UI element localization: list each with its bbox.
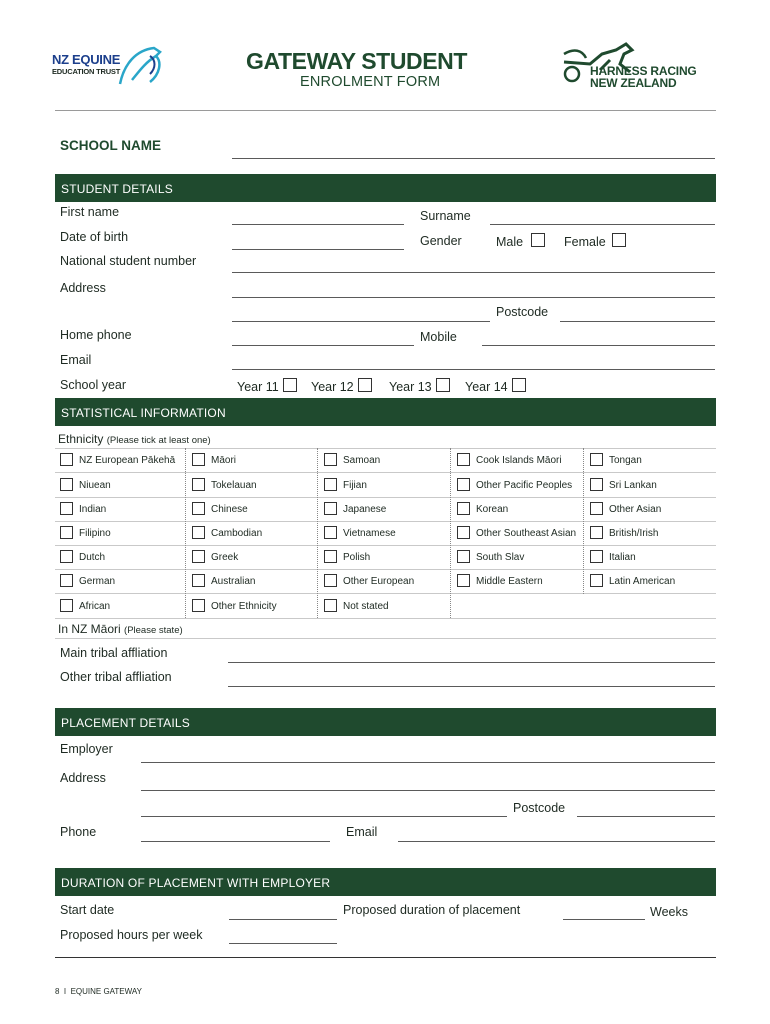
ethnicity-option-label: British/Irish <box>609 528 659 539</box>
ethnicity-option[interactable] <box>187 497 318 521</box>
ethnicity-checkbox[interactable] <box>590 453 603 466</box>
placement-address-field-1[interactable] <box>141 790 715 791</box>
ethnicity-option-label: African <box>79 601 111 612</box>
ethnicity-option[interactable] <box>55 569 186 593</box>
main-tribal-field[interactable] <box>228 662 715 663</box>
ethnicity-option[interactable] <box>55 545 186 569</box>
logo-right-line2: NEW ZEALAND <box>590 76 677 90</box>
ethnicity-checkbox[interactable] <box>457 453 470 466</box>
maori-label <box>58 622 183 636</box>
ethnicity-option-label: German <box>79 576 116 587</box>
grid-top-divider <box>55 448 716 449</box>
ethnicity-label <box>58 432 211 446</box>
ethnicity-option[interactable] <box>187 473 318 497</box>
other-tribal-label: Other tribal affliation <box>60 670 172 684</box>
ethnicity-checkbox[interactable] <box>324 478 337 491</box>
ethnicity-option[interactable] <box>319 521 450 545</box>
ethnicity-checkbox[interactable] <box>60 502 73 515</box>
ethnicity-option[interactable] <box>319 497 450 521</box>
ethnicity-option[interactable] <box>585 569 716 593</box>
ethnicity-option[interactable] <box>452 473 583 497</box>
ethnicity-option-label: Filipino <box>79 528 111 539</box>
first-name-label: First name <box>60 205 120 219</box>
placement-postcode-label: Postcode <box>513 801 566 815</box>
ethnicity-option-label: Other Southeast Asian <box>476 528 577 539</box>
ethnicity-option-label: Other European <box>343 576 415 587</box>
ethnicity-option[interactable] <box>585 545 716 569</box>
ethnicity-option[interactable] <box>452 545 583 569</box>
placement-details-heading: PLACEMENT DETAILS <box>55 708 716 736</box>
year-13-checkbox[interactable] <box>436 378 450 392</box>
ethnicity-checkbox[interactable] <box>457 550 470 563</box>
ethnicity-option[interactable] <box>585 473 716 497</box>
ethnicity-grid <box>55 448 716 620</box>
ethnicity-option-label: NZ European Pākehā <box>79 455 176 466</box>
grid-column-divider <box>317 448 318 618</box>
year-14-option[interactable] <box>465 378 526 394</box>
postcode-label: Postcode <box>496 305 549 319</box>
female-option[interactable] <box>564 233 626 249</box>
ethnicity-checkbox[interactable] <box>60 453 73 466</box>
ethnicity-checkbox[interactable] <box>590 574 603 587</box>
ethnicity-checkbox[interactable] <box>192 478 205 491</box>
ethnicity-option[interactable] <box>452 497 583 521</box>
address-label: Address <box>60 281 106 295</box>
ethnicity-option-label: Other Asian <box>609 504 662 515</box>
ethnicity-checkbox[interactable] <box>590 550 603 563</box>
ethnicity-option[interactable] <box>187 569 318 593</box>
ethnicity-option[interactable] <box>55 473 186 497</box>
school-name-field[interactable] <box>232 158 715 159</box>
ethnicity-option[interactable] <box>319 473 450 497</box>
home-phone-label: Home phone <box>60 328 132 342</box>
male-label: Male <box>496 235 524 249</box>
ethnicity-checkbox[interactable] <box>192 599 205 612</box>
home-phone-field[interactable] <box>232 345 414 346</box>
ethnicity-option-label: Fijian <box>343 480 367 491</box>
year-13-label: Year 13 <box>389 380 432 394</box>
ethnicity-checkbox[interactable] <box>60 550 73 563</box>
year-14-checkbox[interactable] <box>512 378 526 392</box>
ethnicity-checkbox[interactable] <box>192 526 205 539</box>
ethnicity-option[interactable] <box>585 497 716 521</box>
ethnicity-checkbox[interactable] <box>192 453 205 466</box>
statistical-info-heading: STATISTICAL INFORMATION <box>55 398 716 426</box>
placement-email-label: Email <box>346 825 378 839</box>
grid-row-divider <box>55 618 716 619</box>
ethnicity-option[interactable] <box>55 448 186 472</box>
harness-racing-logo <box>560 40 720 92</box>
ethnicity-option[interactable] <box>452 521 583 545</box>
ethnicity-checkbox[interactable] <box>60 599 73 612</box>
ethnicity-option-label: Samoan <box>343 455 381 466</box>
female-label: Female <box>564 235 606 249</box>
ethnicity-checkbox[interactable] <box>590 502 603 515</box>
ethnicity-option[interactable] <box>319 594 450 618</box>
male-checkbox[interactable] <box>531 233 545 247</box>
header-divider <box>55 110 716 111</box>
ethnicity-checkbox[interactable] <box>590 478 603 491</box>
ethnicity-option-label: Māori <box>211 455 237 466</box>
ethnicity-option[interactable] <box>55 521 186 545</box>
year-11-label: Year 11 <box>237 380 279 394</box>
ethnicity-checkbox[interactable] <box>457 526 470 539</box>
placement-postcode-field[interactable] <box>577 816 715 817</box>
ethnicity-option-label: Other Ethnicity <box>211 601 277 612</box>
ethnicity-option-label: Not stated <box>343 601 389 612</box>
logo-right-line1: HARNESS RACING <box>590 64 697 78</box>
ethnicity-checkbox[interactable] <box>457 574 470 587</box>
ethnicity-checkbox[interactable] <box>457 478 470 491</box>
ethnicity-option[interactable] <box>187 521 318 545</box>
ethnicity-option-label: Latin American <box>609 576 676 587</box>
ethnicity-option[interactable] <box>585 521 716 545</box>
ethnicity-option-label: Korean <box>476 504 509 515</box>
ethnicity-checkbox[interactable] <box>324 453 337 466</box>
ethnicity-option[interactable] <box>55 594 186 618</box>
hours-field[interactable] <box>229 943 337 944</box>
year-11-option[interactable] <box>237 378 297 394</box>
ethnicity-checkbox[interactable] <box>60 478 73 491</box>
ethnicity-option[interactable] <box>452 569 583 593</box>
duration-heading: DURATION OF PLACEMENT WITH EMPLOYER <box>55 868 716 896</box>
nsn-label: National student number <box>60 254 197 268</box>
ethnicity-option-label: Chinese <box>211 504 248 515</box>
hours-label: Proposed hours per week <box>60 928 203 942</box>
form-subtitle: ENROLMENT FORM <box>300 74 441 90</box>
placement-email-field[interactable] <box>398 841 715 842</box>
ethnicity-option[interactable] <box>55 497 186 521</box>
form-title: GATEWAY STUDENT <box>246 48 468 74</box>
ethnicity-option-label: Cambodian <box>211 528 263 539</box>
horse-head-icon <box>110 44 170 92</box>
ethnicity-option[interactable] <box>585 448 716 472</box>
ethnicity-checkbox[interactable] <box>324 599 337 612</box>
grid-column-divider <box>450 448 451 618</box>
mobile-field[interactable] <box>482 345 715 346</box>
ethnicity-checkbox[interactable] <box>324 574 337 587</box>
maori-title: In NZ Māori <box>58 622 121 636</box>
ethnicity-checkbox[interactable] <box>192 502 205 515</box>
weeks-label: Weeks <box>650 905 688 919</box>
ethnicity-checkbox[interactable] <box>60 526 73 539</box>
placement-address-label: Address <box>60 771 106 785</box>
ethnicity-note: (Please tick at least one) <box>106 435 211 446</box>
ethnicity-option-label: Dutch <box>79 552 106 563</box>
placement-address-field-2[interactable] <box>141 816 507 817</box>
ethnicity-option-label: South Slav <box>476 552 525 563</box>
mobile-label: Mobile <box>420 330 457 344</box>
email-field[interactable] <box>232 369 715 370</box>
ethnicity-checkbox[interactable] <box>457 502 470 515</box>
placement-phone-field[interactable] <box>141 841 330 842</box>
logo-left-line2: EDUCATION TRUST <box>52 67 121 76</box>
ethnicity-option-label: Middle Eastern <box>476 576 543 587</box>
ethnicity-option-label: Other Pacific Peoples <box>476 480 573 491</box>
ethnicity-option-label: Greek <box>211 552 239 563</box>
surname-field[interactable] <box>490 224 715 225</box>
grid-column-divider <box>583 448 584 594</box>
ethnicity-option-label: Niuean <box>79 480 111 491</box>
ethnicity-checkbox[interactable] <box>324 550 337 563</box>
bottom-divider <box>55 957 716 958</box>
logo-left-line1: NZ EQUINE <box>52 52 121 67</box>
ethnicity-checkbox[interactable] <box>192 550 205 563</box>
ethnicity-checkbox[interactable] <box>324 526 337 539</box>
ethnicity-option-label: Tokelauan <box>211 480 257 491</box>
proposed-duration-label: Proposed duration of placement <box>343 903 521 917</box>
address-field-2[interactable] <box>232 321 490 322</box>
dob-label: Date of birth <box>60 230 129 244</box>
ethnicity-option[interactable] <box>187 448 318 472</box>
ethnicity-title: Ethnicity <box>58 432 104 446</box>
ethnicity-option-label: Australian <box>211 576 256 587</box>
ethnicity-option-label: Sri Lankan <box>609 480 657 491</box>
ethnicity-option[interactable] <box>452 448 583 472</box>
female-checkbox[interactable] <box>612 233 626 247</box>
grid-column-divider <box>185 448 186 618</box>
first-name-field[interactable] <box>232 224 404 225</box>
ethnicity-option[interactable] <box>187 545 318 569</box>
student-details-heading: STUDENT DETAILS <box>55 174 716 202</box>
main-tribal-label: Main tribal affliation <box>60 646 168 660</box>
maori-note: (Please state) <box>124 625 183 636</box>
ethnicity-option[interactable] <box>319 448 450 472</box>
email-label: Email <box>60 353 92 367</box>
year-12-option[interactable] <box>311 378 372 394</box>
year-13-option[interactable] <box>389 378 450 394</box>
maori-divider <box>55 638 716 639</box>
start-date-field[interactable] <box>229 919 337 920</box>
proposed-duration-field[interactable] <box>563 919 645 920</box>
ethnicity-option[interactable] <box>187 594 318 618</box>
ethnicity-checkbox[interactable] <box>590 526 603 539</box>
postcode-field[interactable] <box>560 321 715 322</box>
year-11-checkbox[interactable] <box>283 378 297 392</box>
address-field-1[interactable] <box>232 297 715 298</box>
male-option[interactable] <box>496 233 545 249</box>
employer-field[interactable] <box>141 762 715 763</box>
ethnicity-checkbox[interactable] <box>192 574 205 587</box>
school-year-label: School year <box>60 378 127 392</box>
dob-field[interactable] <box>232 249 404 250</box>
school-name-label: SCHOOL NAME <box>60 138 162 153</box>
ethnicity-option[interactable] <box>319 545 450 569</box>
ethnicity-option-label: Italian <box>609 552 636 563</box>
employer-label: Employer <box>60 742 113 756</box>
year-12-checkbox[interactable] <box>358 378 372 392</box>
surname-label: Surname <box>420 209 471 223</box>
nz-equine-logo <box>52 44 162 94</box>
year-14-label: Year 14 <box>465 380 508 394</box>
placement-phone-label: Phone <box>60 825 97 839</box>
nsn-field[interactable] <box>232 272 715 273</box>
year-12-label: Year 12 <box>311 380 354 394</box>
ethnicity-option[interactable] <box>319 569 450 593</box>
ethnicity-option-label: Tongan <box>609 455 642 466</box>
footer-text: 8 I EQUINE GATEWAY <box>55 987 142 996</box>
start-date-label: Start date <box>60 903 115 917</box>
ethnicity-option-label: Cook Islands Māori <box>476 455 562 466</box>
ethnicity-option-label: Vietnamese <box>343 528 396 539</box>
other-tribal-field[interactable] <box>228 686 715 687</box>
ethnicity-option-label: Indian <box>79 504 107 515</box>
ethnicity-option-label: Polish <box>343 552 371 563</box>
ethnicity-checkbox[interactable] <box>60 574 73 587</box>
gender-label: Gender <box>420 234 462 248</box>
ethnicity-option-label: Japanese <box>343 504 387 515</box>
ethnicity-checkbox[interactable] <box>324 502 337 515</box>
